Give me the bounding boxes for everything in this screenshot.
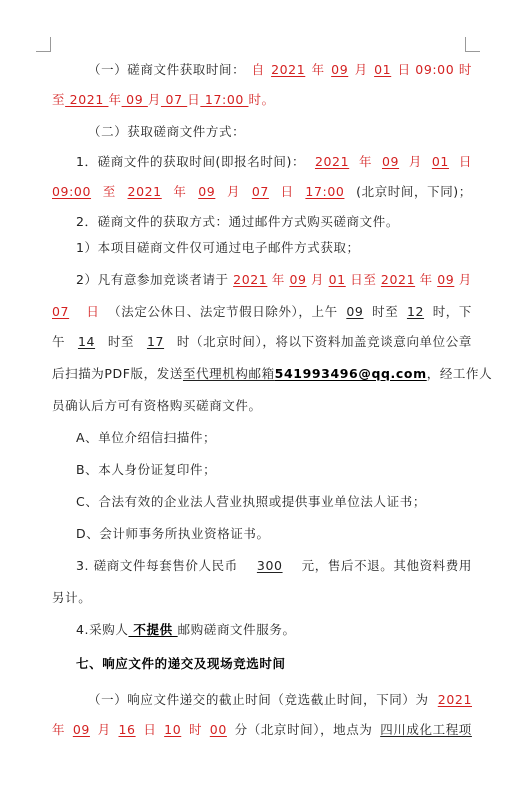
text-segment: 4.采购人 [76, 622, 129, 637]
text-line [76, 240, 472, 256]
text-segment: 日 09:00 时 [397, 62, 472, 77]
text-line [52, 398, 472, 414]
text-segment: 09 [331, 62, 349, 77]
text-segment: 年 [271, 272, 285, 287]
text-segment: 时至 [372, 304, 399, 319]
text-segment: 年 [108, 92, 122, 107]
text-line [88, 124, 472, 140]
text-segment: 日 [143, 722, 157, 737]
text-line [76, 430, 472, 446]
text-segment: (北京时间，下同)； [356, 184, 472, 199]
text-line [76, 154, 472, 170]
text-segment: 至代理机构邮箱 [182, 366, 275, 381]
text-segment: 后扫描为PDF版，发送 [52, 366, 183, 381]
text-line [76, 494, 472, 510]
text-segment: 日至 [350, 272, 377, 287]
text-line [76, 214, 472, 230]
text-segment: 00 [209, 722, 227, 737]
text-segment: 01 [328, 272, 346, 287]
text-segment: 时至 [107, 334, 135, 349]
text-segment: 01 [374, 62, 392, 77]
text-segment: 17 [146, 334, 165, 349]
text-segment: 300 [256, 558, 283, 573]
text-line [76, 526, 472, 542]
text-segment: 17:00 [200, 92, 249, 107]
text-line [52, 334, 472, 350]
text-segment: 日 [86, 304, 100, 319]
text-segment: （一）响应文件递交的截止时间（竞选截止时间，下同）为 [88, 692, 429, 707]
text-segment: 月 [147, 92, 161, 107]
text-segment: 2）凡有意参加竞谈者请于 [76, 272, 229, 287]
text-segment: 元，售后不退。其他资料费用 [301, 558, 472, 573]
text-segment: 七、响应文件的递交及现场竞选时间 [76, 656, 286, 671]
text-segment: 时（北京时间），将以下资料加盖竞谈意向单位公章 [176, 334, 472, 349]
text-segment: 月 [408, 154, 423, 169]
page-corner-mark-top-right [465, 37, 480, 52]
text-segment: 01 [431, 154, 449, 169]
text-segment: 至 [52, 92, 66, 107]
text-segment: 另计。 [52, 590, 92, 605]
text-segment: 年 [173, 184, 187, 199]
text-segment: 09 [198, 184, 216, 199]
text-segment: 2021 [65, 92, 109, 107]
text-segment: 10 [164, 722, 182, 737]
text-segment: 月 [311, 272, 325, 287]
text-segment: B、本人身份证复印件； [76, 462, 217, 477]
text-segment: 不提供 [128, 622, 178, 637]
text-segment: 年 [419, 272, 433, 287]
text-segment: 日 [187, 92, 201, 107]
text-segment: 17:00 [305, 184, 345, 199]
text-segment: 分（北京时间），地点为 [234, 722, 373, 737]
text-segment: 2021 [380, 272, 416, 287]
text-segment: 09 [437, 272, 455, 287]
text-segment: （二）获取磋商文件方式： [88, 124, 246, 139]
text-segment: 09:00 [52, 184, 92, 199]
text-segment: 日 [280, 184, 294, 199]
text-segment: 月 [97, 722, 111, 737]
text-segment: 2021 [127, 184, 162, 199]
text-segment: 09 [72, 722, 90, 737]
text-segment: 至 [102, 184, 116, 199]
text-line [52, 590, 472, 606]
text-segment: C、合法有效的企业法人营业执照或提供事业单位法人证书； [76, 494, 426, 509]
text-segment: 09 [381, 154, 400, 169]
text-line [88, 62, 472, 78]
text-segment: 邮购磋商文件服务。 [177, 622, 296, 637]
text-segment: 2021 [437, 692, 472, 707]
text-line [76, 272, 472, 288]
text-segment: 07 [160, 92, 188, 107]
text-segment: 时。 [248, 92, 275, 107]
text-segment: 12 [406, 304, 425, 319]
text-segment: 四川成化工程项 [380, 722, 472, 737]
text-segment: 时 [188, 722, 203, 737]
text-segment: 年 [359, 154, 373, 169]
text-segment: 14 [77, 334, 96, 349]
text-line [76, 558, 472, 574]
text-segment: （一）磋商文件获取时间： [88, 62, 246, 77]
text-segment: 1．磋商文件的获取时间(即报名时间)： [76, 154, 306, 169]
text-segment: 月 [354, 62, 368, 77]
text-segment: （法定公休日、法定节假日除外），上午 [108, 304, 338, 319]
text-segment: 2021 [314, 154, 350, 169]
text-segment: 年 [52, 722, 66, 737]
text-segment: 2021 [233, 272, 268, 287]
text-line [76, 462, 472, 478]
text-segment: 09 [121, 92, 148, 107]
text-segment: 07 [52, 304, 70, 319]
text-line [52, 304, 472, 320]
text-segment: 16 [118, 722, 136, 737]
text-segment: 09 [346, 304, 364, 319]
text-line [76, 656, 472, 672]
text-segment: 2021 [271, 62, 306, 77]
text-segment: 年 [311, 62, 325, 77]
text-segment: A、单位介绍信扫描件； [76, 430, 217, 445]
text-line [76, 622, 472, 638]
text-line [52, 722, 472, 738]
text-segment: 员确认后方可有资格购买磋商文件。 [52, 398, 262, 413]
text-segment: 时，下 [432, 304, 472, 319]
text-line [52, 184, 472, 200]
text-segment: 09 [289, 272, 307, 287]
page-corner-mark-top-left [36, 37, 51, 52]
text-segment: 07 [251, 184, 269, 199]
text-segment: D、会计师事务所执业资格证书。 [76, 526, 270, 541]
text-segment: 自 [251, 62, 265, 77]
text-segment: 3. 磋商文件每套售价人民币 [76, 558, 238, 573]
text-line [88, 692, 472, 708]
text-line [52, 92, 472, 108]
text-segment: ，经工作人 [426, 366, 493, 381]
text-segment: 月 [227, 184, 241, 199]
text-segment: 午 [52, 334, 66, 349]
text-segment: 月 [458, 272, 472, 287]
text-line [52, 366, 493, 382]
text-segment: 541993496@qq.com [274, 366, 427, 381]
text-segment: 日 [458, 154, 472, 169]
text-segment: 2．磋商文件的获取方式：通过邮件方式购买磋商文件。 [76, 214, 399, 229]
text-segment: 1）本项目磋商文件仅可通过电子邮件方式获取； [76, 240, 360, 255]
